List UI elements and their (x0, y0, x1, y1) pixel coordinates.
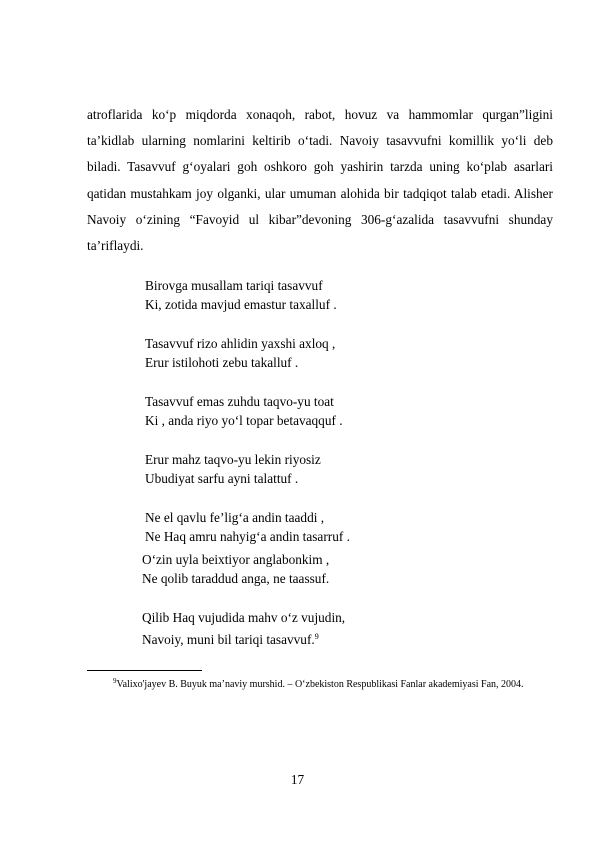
poem-line: Ne Haq amru nahyig‘a andin tasarruf . (145, 529, 350, 544)
poem-line: Ki , anda riyo yo‘l topar betavaqquf . (145, 413, 343, 428)
poem-stanza (142, 608, 345, 649)
poem-line: Ne qolib taraddud anga, ne taassuf. (142, 571, 330, 586)
poem-block-2 (142, 550, 345, 669)
poem-line: Erur mahz taqvo-yu lekin riyosiz (145, 452, 321, 467)
poem-line: Tasavvuf emas zuhdu taqvo-yu toat (145, 394, 334, 409)
footnote-text: Valixo'jayev B. Buyuk ma’naviy murshid. – O‘zbekiston Respublikasi Fanlar akademiyasi Fan, 2004. (116, 679, 524, 690)
poem-line: Erur istilohoti zebu takalluf . (145, 355, 299, 370)
poem-stanza (145, 276, 350, 314)
poem-line: Navoiy, muni bil tariqi tasavvuf.$^9$ (142, 632, 319, 647)
footnote (113, 674, 553, 692)
footnote-number: 9 (113, 677, 117, 685)
page-number: 17 (290, 772, 305, 787)
poem-stanza (145, 334, 350, 372)
poem-stanza (145, 392, 350, 430)
poem-block-1 (145, 276, 350, 566)
poem-stanza (145, 450, 350, 488)
poem-stanza (145, 508, 350, 546)
poem-line: Qilib Haq vujudida mahv o‘z vujudin, (142, 610, 346, 625)
body-paragraph: atroflarida ko‘p miqdorda xonaqoh, rabot, hovuz va hammomlar qurgan”ligini ta’kidlab ularning nomlarini keltirib o‘tadi. Navoiy tasavvufni komillik yo‘li deb biladi. Tasavvuf g‘oyalari goh oshkoro goh yashirin tarzda uning ko‘plab asarlari qatidan mustahkam joy olganki, ular umuman alohida bir tadqiqot talab etadi. Alisher Navoiy o‘zining “Favoyid ul kibar”devoning 306-g‘azalida tasavvufni shunday ta’riflaydi. (87, 107, 553, 254)
poem-line: Ne el qavlu fe’lig‘a andin taaddi , (145, 510, 325, 525)
poem-line: Tasavvuf rizo ahlidin yaxshi axloq , (145, 336, 336, 351)
poem-line: Ki, zotida mavjud emastur taxalluf . (145, 297, 337, 312)
poem-stanza (142, 550, 345, 588)
footnote-divider (87, 670, 202, 671)
poem-line: Ubudiyat sarfu ayni talattuf . (145, 471, 299, 486)
poem-line: Birovga musallam tariqi tasavvuf (145, 278, 323, 293)
poem-line: O‘zin uyla beixtiyor anglabonkim , (142, 552, 330, 567)
footnote-reference[interactable]: 9 (314, 632, 319, 641)
